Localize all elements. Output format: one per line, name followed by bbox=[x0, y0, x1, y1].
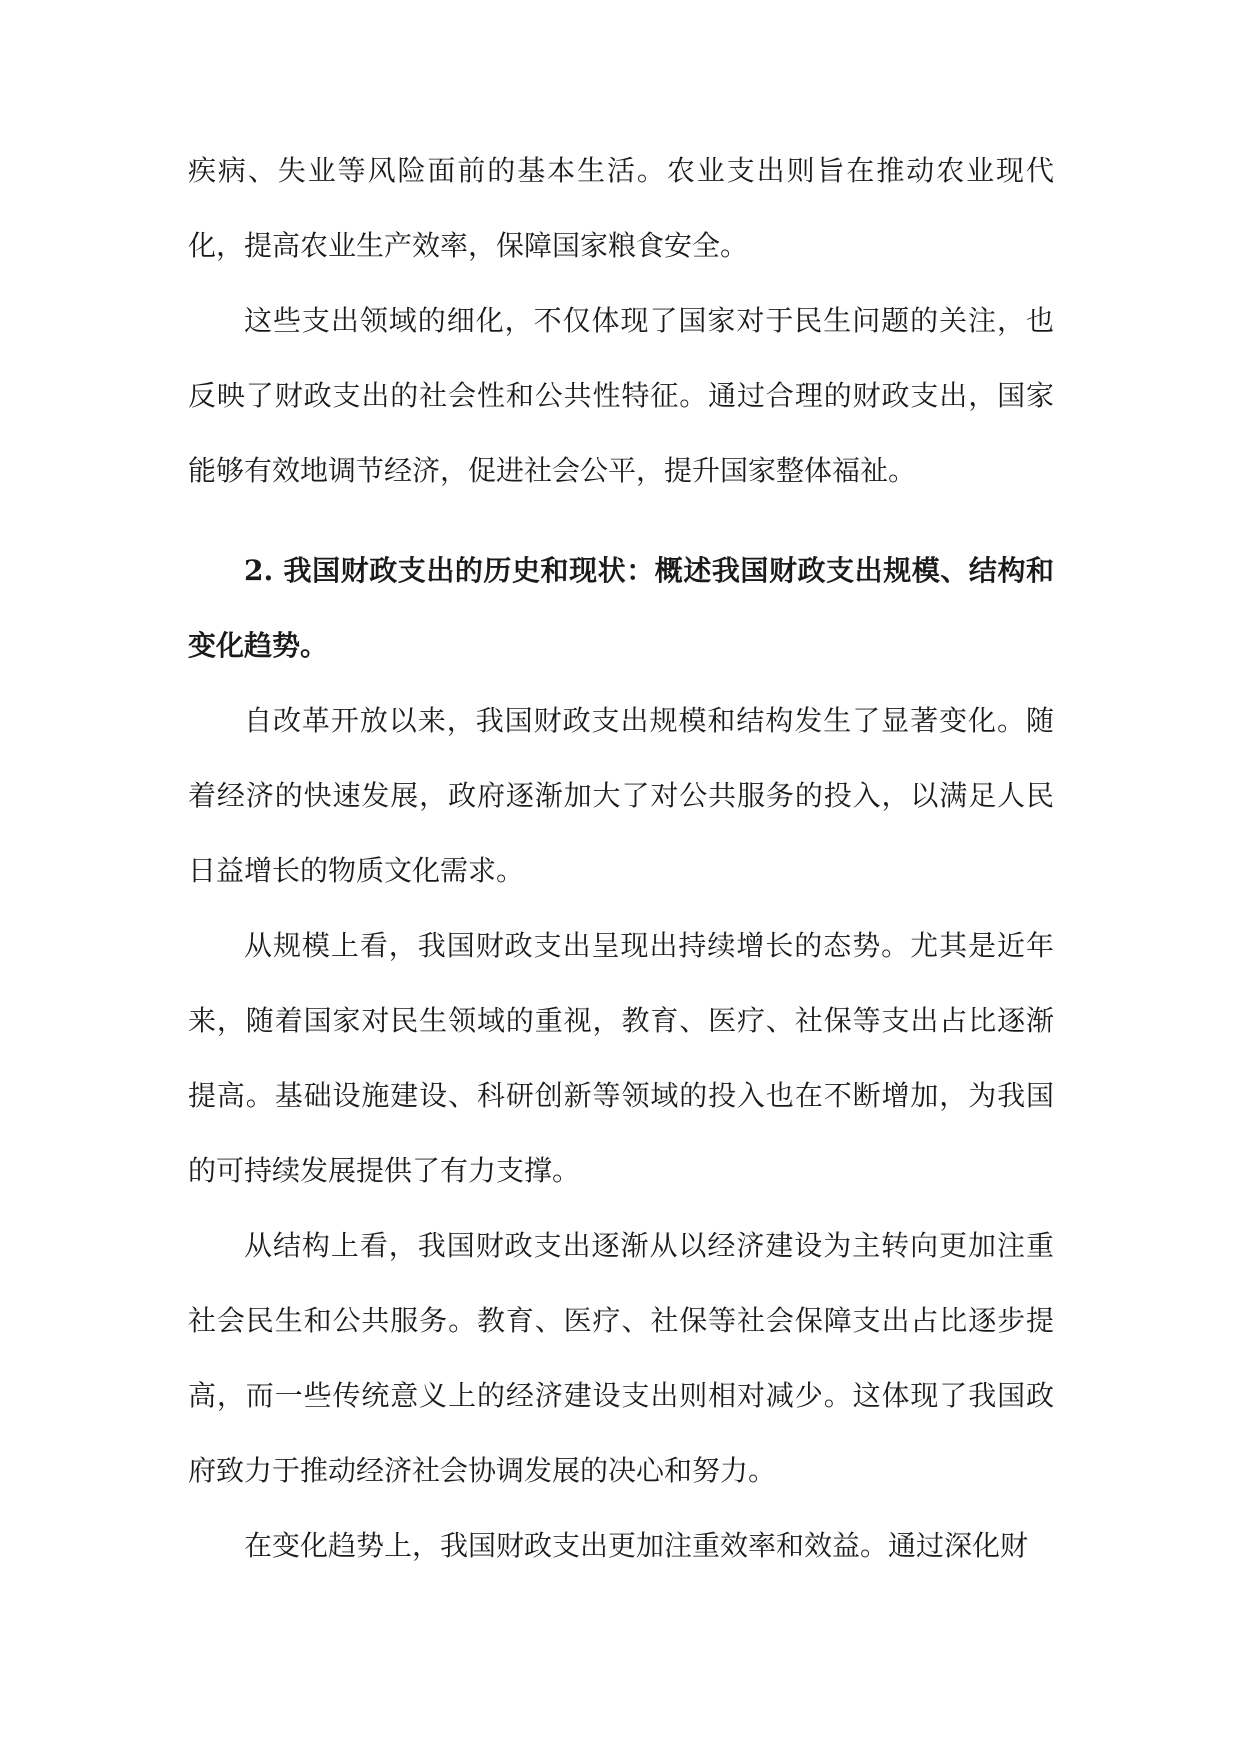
paragraph-continued: 疾病、失业等风险面前的基本生活。农业支出则旨在推动农业现代化，提高农业生产效率，保障国家粮食安全。 bbox=[188, 154, 1054, 262]
paragraph: 自改革开放以来，我国财政支出规模和结构发生了显著变化。随着经济的快速发展，政府逐渐加大了对公共服务的投入，以满足人民日益增长的物质文化需求。 bbox=[188, 704, 1054, 887]
document-body bbox=[188, 133, 1054, 1583]
paragraph: 从结构上看，我国财政支出逐渐从以经济建设为主转向更加注重社会民生和公共服务。教育、医疗、社保等社会保障支出占比逐步提高，而一些传统意义上的经济建设支出则相对减少。这体现了我国政府致力于推动经济社会协调发展的决心和努力。 bbox=[188, 1229, 1054, 1487]
paragraph-truncated: 在变化趋势上，我国财政支出更加注重效率和效益。通过深化财 bbox=[244, 1529, 1029, 1562]
paragraph: 从规模上看，我国财政支出呈现出持续增长的态势。尤其是近年来，随着国家对民生领域的重视，教育、医疗、社保等支出占比逐渐提高。基础设施建设、科研创新等领域的投入也在不断增加，为我国的可持续发展提供了有力支撑。 bbox=[188, 929, 1054, 1187]
section-heading: 2. 我国财政支出的历史和现状：概述我国财政支出规模、结构和变化趋势。 bbox=[188, 554, 1054, 662]
paragraph: 这些支出领域的细化，不仅体现了国家对于民生问题的关注，也反映了财政支出的社会性和公共性特征。通过合理的财政支出，国家能够有效地调节经济，促进社会公平，提升国家整体福祉。 bbox=[188, 304, 1054, 487]
